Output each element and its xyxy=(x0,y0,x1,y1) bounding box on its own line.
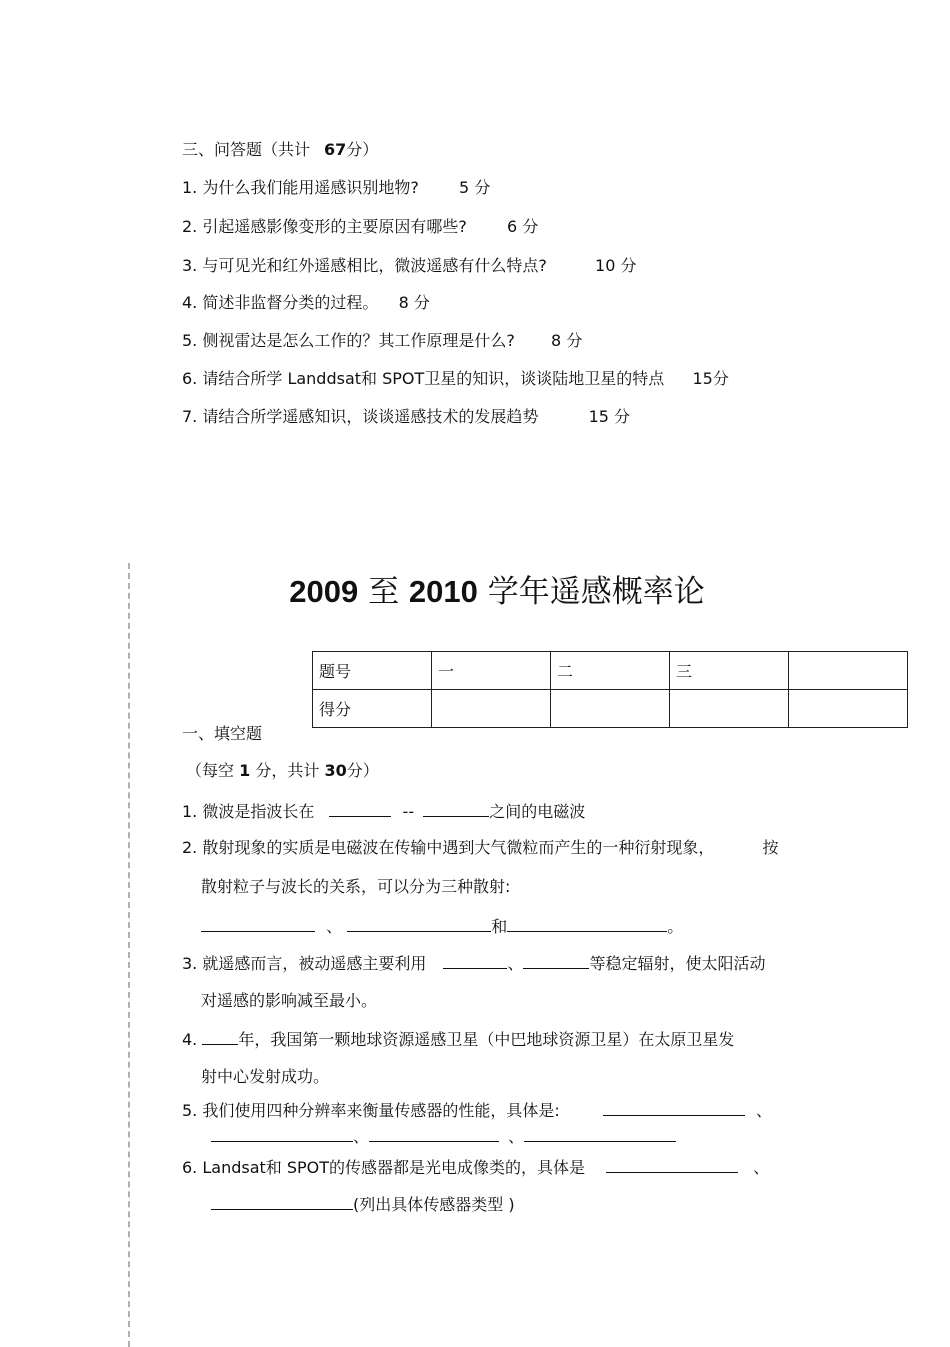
score-cell xyxy=(551,690,670,728)
question-1 xyxy=(182,178,490,198)
score-cell xyxy=(789,652,908,690)
exam-year-start: 2009 xyxy=(289,574,359,609)
question-number: 5. xyxy=(182,331,198,350)
question-text: 按 xyxy=(762,838,779,857)
question-text: 请结合所学遥感知识，谈谈遥感技术的发展趋势 xyxy=(202,407,539,426)
question-number: 6. xyxy=(182,369,198,388)
note-points-total: 30 xyxy=(324,761,347,780)
score-cell: 题号 xyxy=(313,652,432,690)
question-text: 为什么我们能用遥感识别地物? xyxy=(202,178,419,197)
dash-separator: -- xyxy=(402,802,415,821)
exam-title xyxy=(0,572,950,612)
separator: 。 xyxy=(667,917,684,936)
fill-question-4 xyxy=(182,1029,734,1050)
question-3 xyxy=(182,256,637,276)
fill-question-3-line2: 对遥感的影响减至最小。 xyxy=(201,991,378,1010)
score-cell xyxy=(670,690,789,728)
exam-title-to: 至 xyxy=(368,574,400,610)
question-text: 之间的电磁波 xyxy=(489,802,586,821)
question-points: 15 分 xyxy=(588,407,631,426)
section3-title-suffix: 分） xyxy=(346,140,379,159)
question-number: 3. xyxy=(182,256,198,275)
question-text: 3. 就遥感而言，被动遥感主要利用 xyxy=(182,954,427,973)
question-text: 与可见光和红外遥感相比，微波遥感有什么特点? xyxy=(202,256,547,275)
blank-line xyxy=(524,1126,676,1142)
fill-question-1 xyxy=(182,801,585,822)
section3-title xyxy=(182,140,378,160)
fill-question-4-line2: 射中心发射成功。 xyxy=(201,1067,330,1086)
blank-line xyxy=(329,801,391,817)
score-cell: 三 xyxy=(670,652,789,690)
blank-line xyxy=(523,953,589,969)
blank-line xyxy=(443,953,507,969)
separator: 、 xyxy=(326,917,343,936)
score-table-score-row xyxy=(313,690,908,728)
question-number: 4. xyxy=(182,293,198,312)
binding-dashed-line xyxy=(128,563,130,1347)
separator: 、 xyxy=(353,1127,370,1146)
question-6 xyxy=(182,369,729,389)
note-text: 分） xyxy=(346,761,379,780)
question-number: 1. xyxy=(182,178,198,197)
question-text: 6. Landsat和 SPOT的传感器都是光电成像类的，具体是 xyxy=(182,1158,586,1177)
question-text: 等稳定辐射，使太阳活动 xyxy=(589,954,766,973)
fill-question-5-line2 xyxy=(211,1126,676,1147)
blank-line xyxy=(369,1126,499,1142)
note-text: （每空 xyxy=(186,761,235,780)
question-text: 年，我国第一颗地球资源遥感卫星（中巴地球资源卫星）在太原卫星发 xyxy=(238,1030,735,1049)
question-text: 侧视雷达是怎么工作的？其工作原理是什么? xyxy=(202,331,515,350)
question-points: 15分 xyxy=(692,369,729,388)
question-points: 8 分 xyxy=(551,331,583,350)
question-5 xyxy=(182,331,582,351)
question-4 xyxy=(182,293,430,313)
score-cell: 二 xyxy=(551,652,670,690)
blank-line xyxy=(211,1126,353,1142)
blank-line xyxy=(201,916,315,932)
blank-line xyxy=(606,1157,738,1173)
score-cell: 得分 xyxy=(313,690,432,728)
question-number: 7. xyxy=(182,407,198,426)
fill-question-2-blanks xyxy=(201,916,683,937)
score-cell: 一 xyxy=(432,652,551,690)
fill-question-2 xyxy=(182,838,779,858)
note-points-each: 1 xyxy=(239,761,251,780)
question-text: 2. 散射现象的实质是电磁波在传输中遇到大气微粒而产生的一种衍射现象， xyxy=(182,838,715,857)
fill-question-6 xyxy=(182,1157,769,1178)
question-text: 1. 微波是指波长在 xyxy=(182,802,315,821)
exam-title-rest: 学年遥感概率论 xyxy=(487,574,705,610)
fill-question-2-line2: 散射粒子与波长的关系，可以分为三种散射: xyxy=(201,877,511,896)
separator: 、 xyxy=(753,1158,770,1177)
blank-line xyxy=(211,1194,353,1210)
question-points: 10 分 xyxy=(595,256,637,275)
question-number: 4. xyxy=(182,1030,198,1049)
fill-question-6-line2 xyxy=(211,1194,515,1215)
score-table-header-row xyxy=(313,652,908,690)
question-points: 5 分 xyxy=(459,178,491,197)
blank-line xyxy=(423,801,489,817)
score-cell xyxy=(432,690,551,728)
fill-question-5 xyxy=(182,1100,772,1121)
blank-line xyxy=(603,1100,745,1116)
section1-note xyxy=(186,761,379,781)
separator: 、 xyxy=(508,1127,525,1146)
score-cell xyxy=(789,690,908,728)
question-points: 8 分 xyxy=(398,293,430,312)
blank-line xyxy=(507,916,667,932)
separator: 和 xyxy=(491,917,508,936)
section1-title: 一、填空题 xyxy=(182,724,263,743)
section3-title-text: 三、问答题（共计 xyxy=(182,140,311,159)
question-points: 6 分 xyxy=(507,217,539,236)
blank-line xyxy=(347,916,491,932)
blank-line xyxy=(202,1029,238,1045)
question-text: 请结合所学 Landdsat和 SPOT卫星的知识，谈谈陆地卫星的特点 xyxy=(202,369,665,388)
score-table xyxy=(312,651,908,728)
separator: 、 xyxy=(755,1101,772,1120)
question-number: 2. xyxy=(182,217,198,236)
section3-total-points: 67 xyxy=(324,140,347,159)
separator: 、 xyxy=(507,954,524,973)
question-text: 简述非监督分类的过程。 xyxy=(202,293,379,312)
question-text: 引起遥感影像变形的主要原因有哪些? xyxy=(202,217,467,236)
question-text: (列出具体传感器类型 ) xyxy=(353,1195,515,1214)
question-text: 5. 我们使用四种分辨率来衡量传感器的性能，具体是: xyxy=(182,1101,560,1120)
note-text: 分，共计 xyxy=(255,761,320,780)
question-7 xyxy=(182,407,630,427)
exam-year-end: 2010 xyxy=(408,574,478,609)
question-2 xyxy=(182,217,538,237)
fill-question-3 xyxy=(182,953,765,974)
